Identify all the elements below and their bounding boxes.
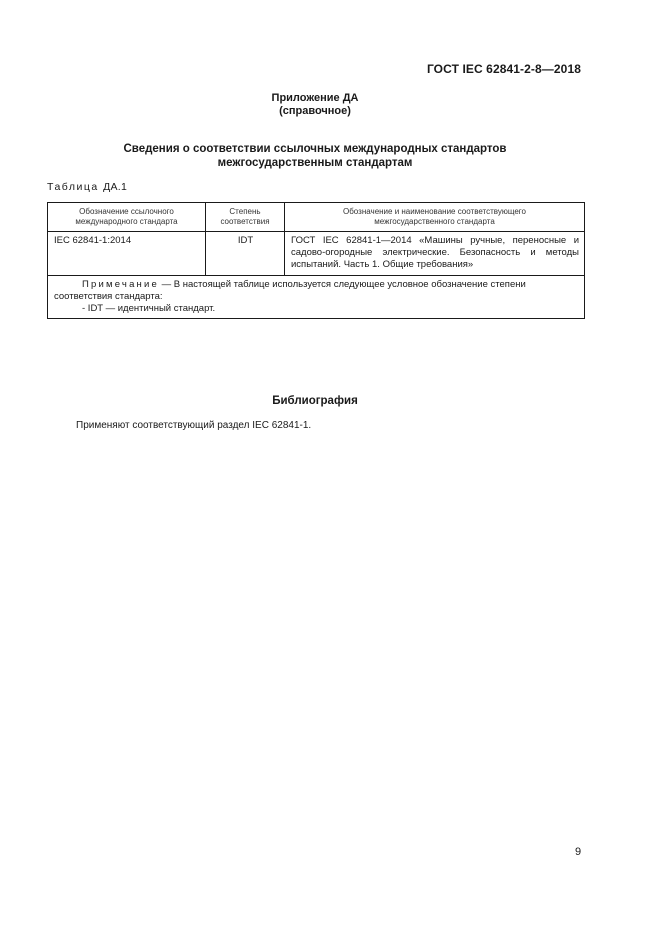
table-note-row (48, 276, 585, 319)
cell-international-standard: IEC 62841-1:2014 (48, 232, 206, 276)
cell-interstate-standard: ГОСТ IEC 62841-1—2014 «Машины ручные, переносные и садово-огородные электрические. Безопасность и методы испытаний. Часть 1. Общие требования» (285, 232, 585, 276)
cell-degree: IDT (206, 232, 285, 276)
section-heading-line1: Сведения о соответствии ссылочных международных стандартов (123, 143, 507, 155)
column-header-international: Обозначение ссылочного международного стандарта (48, 203, 206, 232)
column-header-interstate: Обозначение и наименование соответствующего межгосударственного стандарта (285, 203, 585, 232)
annex-type: (справочное) (279, 105, 351, 117)
page-number: 9 (575, 846, 582, 858)
section-heading-line2: межгосударственным стандартам (217, 157, 413, 169)
table-row (48, 232, 585, 276)
bibliography-title: Библиография (272, 395, 358, 407)
note-label: Примечание (82, 279, 159, 290)
section-heading (0, 142, 630, 170)
reference-standards-table (47, 202, 585, 319)
document-code: ГОСТ IEC 62841-2-8—2018 (426, 62, 581, 76)
table-caption-number: ДА.1 (103, 181, 128, 193)
table-caption (47, 181, 127, 193)
note-text: В настоящей таблице используется следующее условное обозначение степени соответствия стандарта: (54, 279, 526, 302)
annex-header (0, 92, 630, 118)
table-caption-word: Таблица (47, 181, 99, 193)
table-note: Примечание — В настоящей таблице используется следующее условное обозначение степени соответствия стандарта: - IDT — идентичный стандарт. (48, 276, 585, 319)
note-item: - IDT — идентичный стандарт. (82, 303, 216, 314)
annex-title: Приложение ДА (271, 92, 359, 104)
bibliography-text: Применяют соответствующий раздел IEC 62841-1. (76, 420, 312, 431)
table-header-row (48, 203, 585, 232)
column-header-degree: Степень соответствия (206, 203, 285, 232)
